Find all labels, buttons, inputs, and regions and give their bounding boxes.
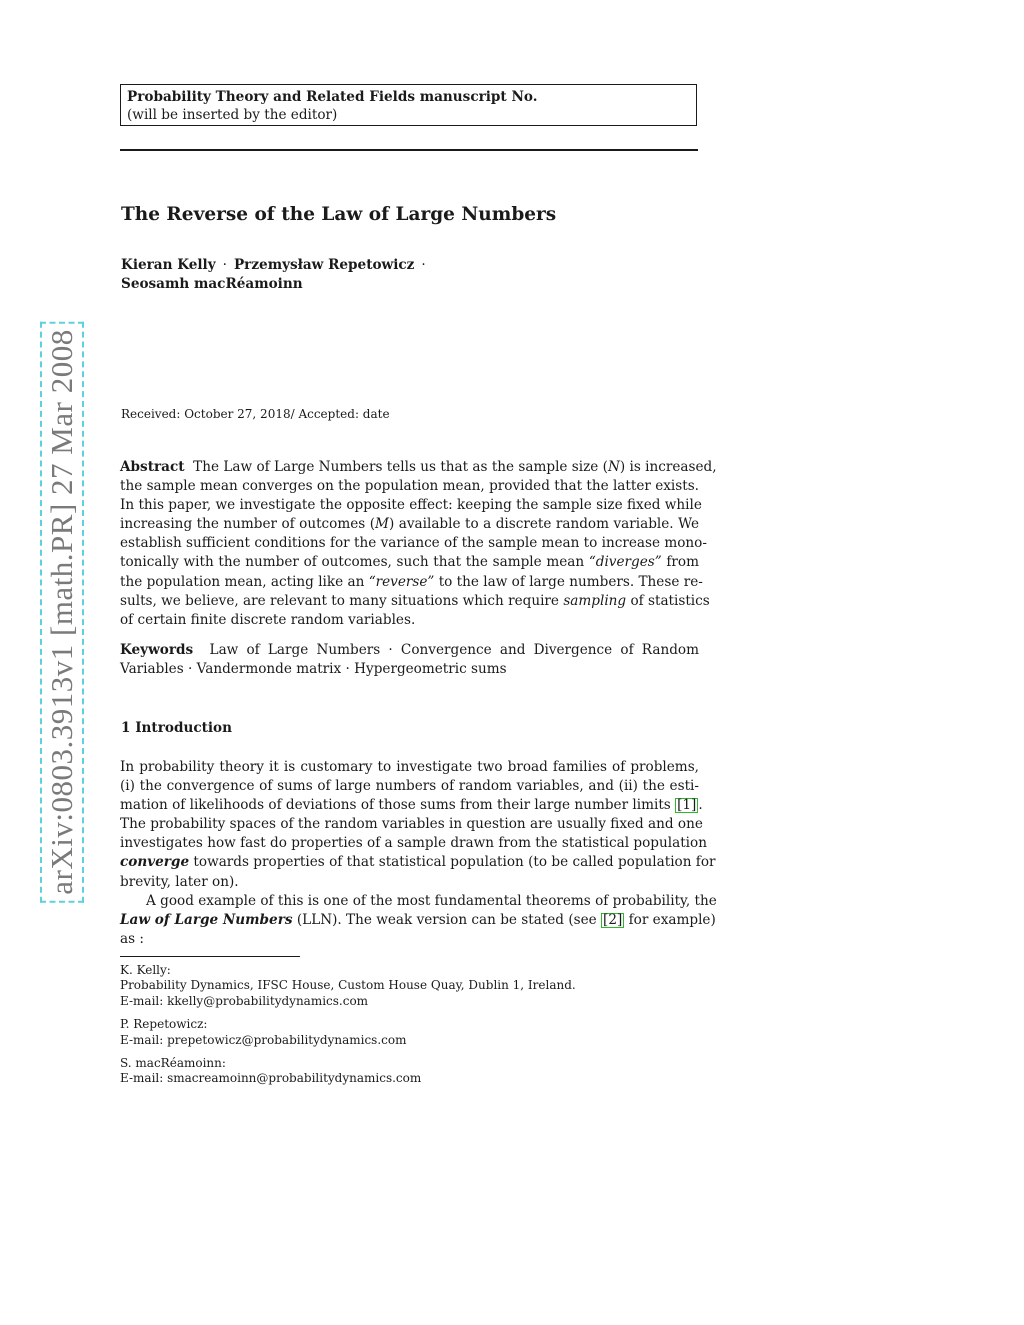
footnote-author — [120, 963, 700, 1009]
author-list — [121, 256, 433, 294]
body-line: investigates how fast do properties of a sample drawn from the statistical population — [120, 835, 707, 852]
body-line: as : — [120, 930, 144, 947]
footnote-line: Probability Dynamics, IFSC House, Custom House Quay, Dublin 1, Ireland. — [120, 978, 576, 993]
abstract-line: increasing the number of outcomes (M) available to a discrete random variable. We — [120, 516, 699, 533]
journal-note: (will be inserted by the editor) — [127, 107, 338, 123]
body-line: A good example of this is one of the most fundamental theorems of probability, the — [146, 892, 717, 909]
citation-link[interactable]: [1] — [677, 797, 697, 814]
footnote-rule — [120, 956, 300, 957]
citation-link[interactable]: [2] — [603, 911, 623, 928]
abstract-line: of certain finite discrete random variables. — [120, 611, 416, 628]
author-name: Przemysław Repetowicz — [233, 257, 415, 273]
abstract — [120, 458, 717, 630]
journal-header-box — [120, 84, 697, 126]
abstract-line: the population mean, acting like an “reverse” to the law of large numbers. These re- — [120, 573, 703, 590]
journal-name: Probability Theory and Related Fields manuscript No. — [127, 89, 538, 105]
author-name: Kieran Kelly — [121, 257, 216, 273]
abstract-label: Abstract — [120, 459, 185, 475]
abstract-line: establish sufficient conditions for the variance of the sample mean to increase mono- — [120, 535, 707, 552]
keywords-label: Keywords — [120, 642, 194, 658]
body-line: In probability theory it is customary to investigate two broad families of problems, — [120, 759, 699, 775]
body-line: converge towards properties of that statistical population (to be called population for — [120, 854, 716, 871]
footnote-author — [120, 1056, 700, 1087]
author-separator: · — [222, 257, 227, 273]
keywords — [120, 641, 699, 679]
received-date: Received: October 27, 2018/ Accepted: date — [121, 407, 390, 421]
body-line: mation of likelihoods of deviations of those sums from their large number limits [1] . — [120, 797, 703, 814]
author-name: Seosamh macRéamoinn — [121, 276, 303, 292]
introduction-body — [120, 758, 717, 949]
keywords-line: Keywords Law of Large Numbers · Convergence and Divergence of Random — [120, 642, 699, 658]
keywords-line: Variables · Vandermonde matrix · Hypergeometric sums — [120, 661, 507, 678]
footnote-email[interactable]: E-mail: smacreamoinn@probabilitydynamics.com — [120, 1071, 422, 1086]
paper-title: The Reverse of the Law of Large Numbers — [121, 204, 557, 225]
body-line: (i) the convergence of sums of large numbers of random variables, and (ii) the esti- — [120, 778, 699, 795]
footnote-author — [120, 1017, 700, 1048]
body-line: brevity, later on). — [120, 873, 239, 890]
footnote-name: S. macRéamoinn: — [120, 1056, 226, 1071]
author-separator: · — [421, 257, 426, 273]
abstract-line: tonically with the number of outcomes, such that the sample mean “diverges” from — [120, 554, 699, 571]
arxiv-stamp[interactable]: arXiv:0803.3913v1 [math.PR] 27 Mar 2008 — [40, 321, 84, 902]
footnote-email[interactable]: E-mail: prepetowicz@probabilitydynamics.com — [120, 1032, 407, 1047]
abstract-line: sults, we believe, are relevant to many situations which require sampling of statistics — [120, 592, 710, 609]
footnotes — [120, 963, 700, 1095]
footnote-email[interactable]: E-mail: kkelly@probabilitydynamics.com — [120, 993, 369, 1008]
footnote-name: P. Repetowicz: — [120, 1017, 208, 1032]
abstract-line: In this paper, we investigate the opposite effect: keeping the sample size fixed while — [120, 497, 702, 514]
abstract-line: the sample mean converges on the population mean, provided that the latter exists. — [120, 478, 699, 495]
body-line: The probability spaces of the random variables in question are usually fixed and one — [120, 816, 703, 833]
body-line: Law of Large Numbers (LLN). The weak version can be stated (see [2] for example) — [120, 911, 716, 928]
section-heading: 1 Introduction — [121, 720, 233, 736]
header-rule — [120, 149, 698, 151]
abstract-line: Abstract The Law of Large Numbers tells us that as the sample size (N) is increased, — [120, 459, 717, 475]
footnote-name: K. Kelly: — [120, 963, 171, 977]
